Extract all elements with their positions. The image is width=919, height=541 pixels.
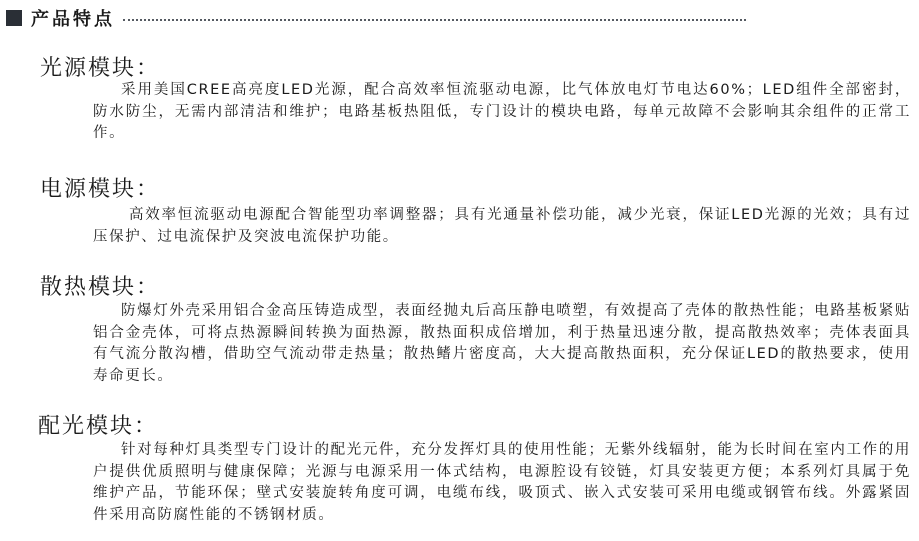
section-heading: 散热模块： [40, 275, 161, 300]
section-heading: 电源模块： [40, 177, 161, 202]
header-dotted-rule [123, 19, 746, 21]
section-body: 针对每种灯具类型专门设计的配光元件，充分发挥灯具的使用性能；无紫外线辐射，能为长时间在室内工作的用户提供优质照明与健康保障；光源与电源采用一体式结构，电源腔设有铰链，灯具安装更方便；本系列灯具属于免维护产品，节能环保；壁式安装旋转角度可调，电缆布线，吸顶式、嵌入式安装可采用电缆或钢管布线。外露紧固件采用高防腐性能的不锈钢材质。 [93, 442, 911, 523]
section-heading: 配光模块： [38, 414, 159, 439]
section-body: 采用美国CREE高亮度LED光源，配合高效率恒流驱动电源，比气体放电灯节电达60%；LED组件全部密封，防水防尘，无需内部清洁和维护；电路基板热阻低，专门设计的模块电路，每单元故障不会影响其余组件的正常工作。 [93, 82, 911, 141]
section-heading: 光源模块： [40, 56, 161, 81]
section-header [6, 6, 746, 30]
section-body: 防爆灯外壳采用铝合金高压铸造成型，表面经抛丸后高压静电喷塑，有效提高了壳体的散热性能；电路基板紧贴铝合金壳体，可将点热源瞬间转换为面热源，散热面积成倍增加，利于热量迅速分散，提高散热效率；壳体表面具有气流分散沟槽，借助空气流动带走热量；散热鳍片密度高，大大提高散热面积，充分保证LED的散热要求，使用寿命更长。 [93, 303, 911, 384]
header-bullet-icon [6, 10, 22, 26]
page-title: 产品特点 [31, 9, 115, 30]
section-body: 高效率恒流驱动电源配合智能型功率调整器；具有光通量补偿功能，减少光衰，保证LED光源的光效；具有过压保护、过电流保护及突波电流保护功能。 [93, 207, 911, 245]
